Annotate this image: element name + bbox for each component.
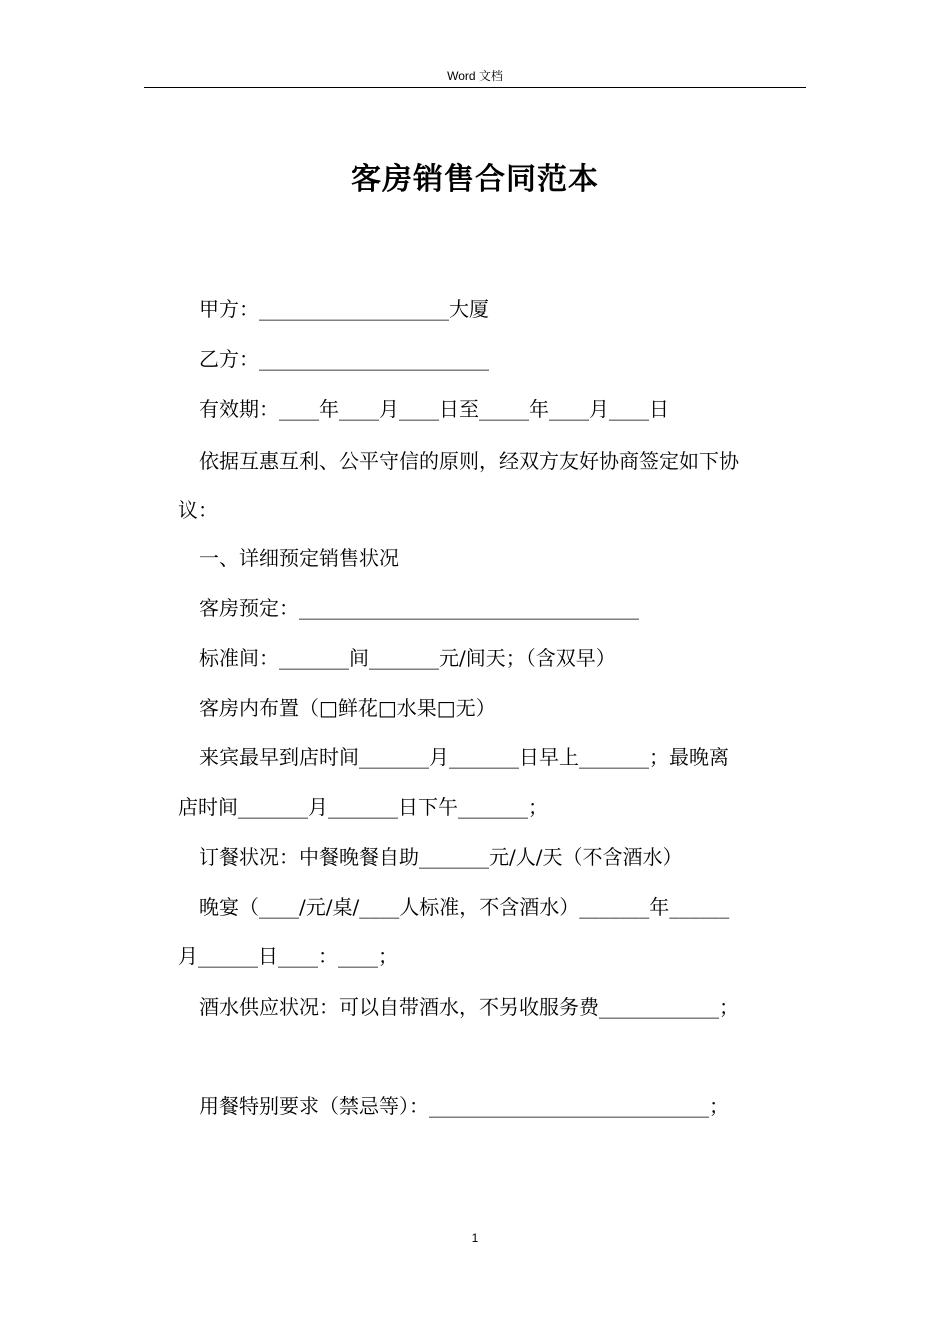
- room-arrangement-line: 客房内布置（□鲜花□水果□无）: [199, 696, 496, 720]
- preamble-line-1: 依据互惠互利、公平守信的原则，经双方友好协商签定如下协: [199, 449, 739, 473]
- beverage-line: 酒水供应状况：可以自带酒水，不另收服务费____________；: [199, 995, 739, 1019]
- meal-booking-line: 订餐状况：中餐晚餐自助_______元/人/天（不含酒水）: [199, 845, 683, 869]
- validity-period-line: 有效期：____年____月____日至_____年____月____日: [199, 397, 669, 421]
- header-rule: [144, 87, 806, 88]
- banquet-line-1: 晚宴（____/元/桌/____人标准，不含酒水）_______年______: [199, 895, 730, 919]
- room-booking-line: 客房预定：__________________________________: [199, 596, 639, 620]
- banquet-line-2: 月______日____：____；: [178, 944, 398, 968]
- party-a-line: 甲方：___________________大厦: [199, 297, 489, 321]
- dining-requirements-line: 用餐特别要求（禁忌等）：____________________________；: [199, 1094, 729, 1118]
- section-heading: 一、详细预定销售状况: [199, 546, 399, 570]
- page-number: 1: [471, 1231, 479, 1245]
- party-b-line: 乙方：_______________________: [199, 347, 489, 371]
- document-title: 客房销售合同范本: [351, 162, 599, 197]
- departure-time-line: 店时间_______月_______日下午_______；: [178, 795, 548, 819]
- preamble-line-2: 议：: [178, 498, 218, 522]
- arrival-time-line: 来宾最早到店时间_______月_______日早上_______；最晚离: [199, 745, 729, 769]
- header-text: Word 文档: [447, 69, 503, 83]
- standard-room-line: 标准间：_______间_______元/间天；（含双早）: [199, 646, 616, 670]
